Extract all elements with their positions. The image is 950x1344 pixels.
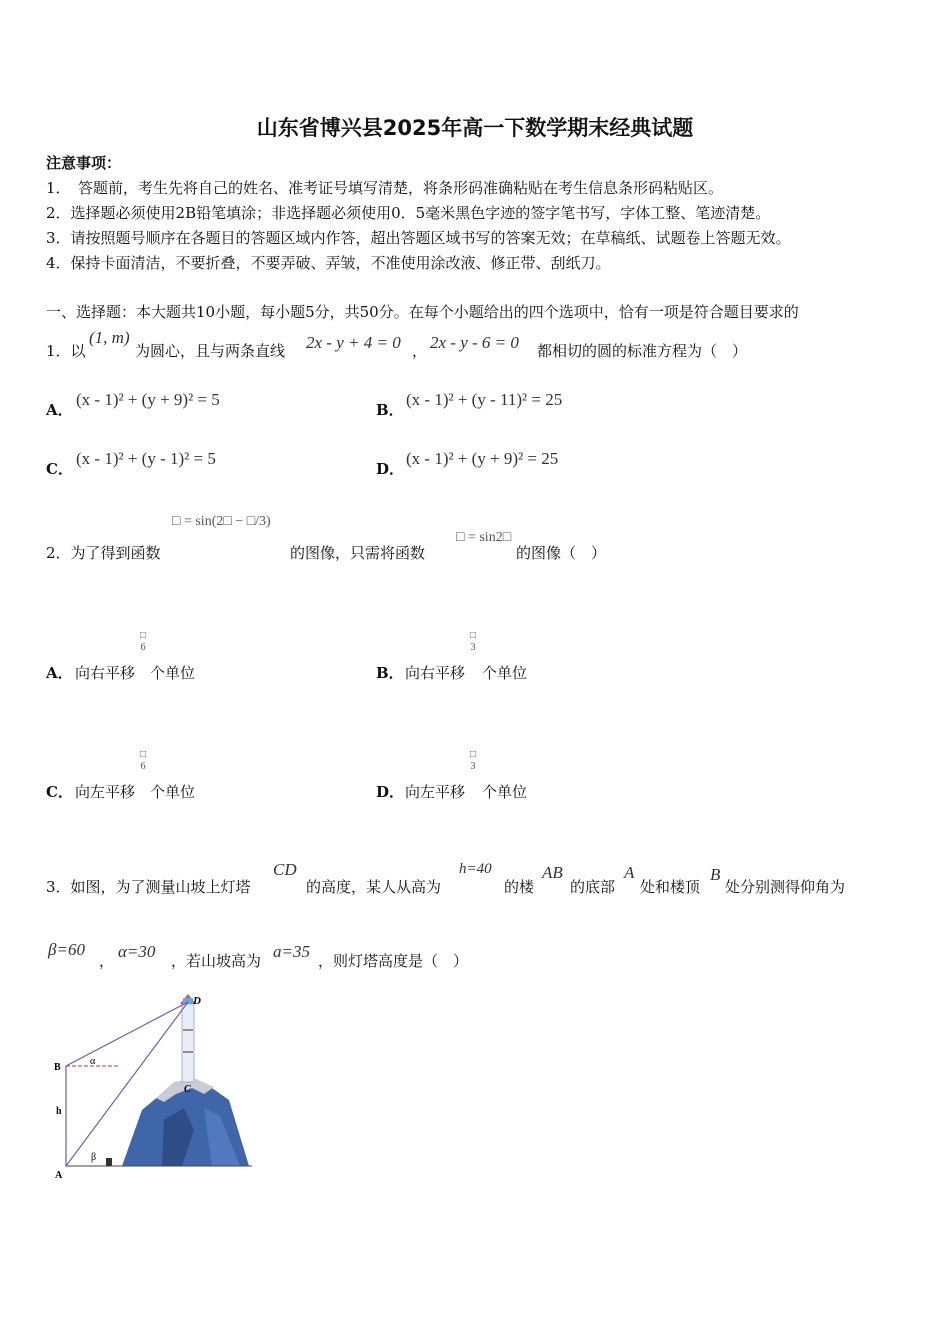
q1-option-label: A． (46, 401, 73, 419)
q1-option-expr: (x - 1)² + (y - 11)² = 25 (406, 390, 563, 409)
q1-line1: 2x - y + 4 = 0 (306, 333, 401, 352)
q3-a: A (624, 863, 635, 882)
q2-text: 的图像，只需将函数 (290, 544, 426, 562)
label-a: A (55, 1170, 63, 1181)
q3-ab: AB (542, 863, 563, 882)
q2-func1: □ = sin(2□ − □/3) (172, 514, 271, 529)
notice-item: 2．选择题必须使用2B铅笔填涂；非选择题必须使用0．5毫米黑色字迹的签字笔书写，字体工整、笔迹清楚。 (46, 204, 771, 222)
q1-option-label: B． (376, 401, 404, 419)
notice-heading: 注意事项： (46, 154, 122, 172)
lighthouse-tower (182, 1004, 194, 1082)
q2-option-text: 向右平移 (405, 664, 466, 682)
q1-option-expr: (x - 1)² + (y + 9)² = 5 (76, 390, 220, 409)
q2-option-fraction: □ 3 (470, 749, 477, 772)
q3-slope: a=35 (273, 942, 310, 961)
q1-option-label: C． (46, 460, 73, 478)
q1-option-expr: (x - 1)² + (y - 1)² = 5 (76, 449, 216, 468)
q3-number: 3．如图，为了测量山坡上灯塔 (46, 878, 251, 896)
q1-line2: 2x - y - 6 = 0 (430, 333, 519, 352)
section-heading: 一、选择题：本大题共10小题，每小题5分，共50分。在每个小题给出的四个选项中，恰有一项是符合题目要求的 (46, 303, 799, 321)
q1-number: 1．以 (46, 342, 86, 360)
q2-option-text: 个单位 (150, 664, 196, 682)
label-alpha: α (90, 1056, 96, 1067)
notice-item: 4．保持卡面清洁，不要折叠，不要弄破、弄皱，不准使用涂改液、修正带、刮纸刀。 (46, 254, 611, 272)
page-title: 山东省博兴县2025年高一下数学期末经典试题 (256, 116, 694, 140)
q2-text2: 的图像（ ） (516, 544, 607, 562)
q2-option-text: 个单位 (482, 783, 528, 801)
q2-func2: □ = sin2□ (456, 530, 512, 545)
q1-option-label: D． (376, 460, 405, 478)
q2-option-fraction: □ 6 (140, 749, 147, 772)
sight-line-bd (66, 1002, 188, 1066)
q3-beta: β=60 (48, 940, 85, 959)
q3-text: ，则灯塔高度是（ ） (318, 952, 469, 970)
q2-option-label: A． (46, 664, 73, 682)
q1-sep: ， (412, 342, 428, 360)
label-beta: β (91, 1152, 97, 1163)
q2-option-text: 向右平移 (75, 664, 136, 682)
lighthouse-figure (44, 990, 264, 1186)
right-angle-mark (106, 1158, 112, 1166)
label-b: B (54, 1062, 61, 1073)
q3-text: 的高度，某人从高为 (306, 878, 442, 896)
lighthouse-lamp (183, 998, 193, 1004)
q3-h: h=40 (459, 861, 492, 877)
notice-item: 1． 答题前，考生先将自己的姓名、准考证号填写清楚，将条形码准确粘贴在考生信息条形码粘贴区。 (46, 179, 724, 197)
q1-text: 为圆心，且与两条直线 (135, 342, 286, 360)
notice-item: 3．请按照题号顺序在各题目的答题区域内作答，超出答题区域书写的答案无效；在草稿纸、试题卷上答题无效。 (46, 229, 791, 247)
q3-comma: ， (99, 952, 115, 970)
q3-alpha: α=30 (118, 942, 156, 961)
q2-option-label: C． (46, 783, 73, 801)
q3-cd: CD (273, 860, 297, 879)
q3-text: 处分别测得仰角为 (725, 878, 846, 896)
q2-option-fraction: □ 3 (470, 630, 477, 653)
q1-center: (1, m) (89, 328, 130, 347)
q1-option-expr: (x - 1)² + (y + 9)² = 25 (406, 449, 559, 468)
q3-text: ，若山坡高为 (171, 952, 262, 970)
q3-text: 的楼 (504, 878, 535, 896)
q1-text2: 都相切的圆的标准方程为（ ） (537, 342, 748, 360)
label-c: C (184, 1084, 191, 1095)
q2-option-text: 个单位 (482, 664, 528, 682)
q3-text: 处和楼顶 (640, 878, 701, 896)
q2-option-text: 向左平移 (405, 783, 466, 801)
q2-number: 2．为了得到函数 (46, 544, 161, 562)
label-d: D (193, 995, 201, 1007)
q2-option-fraction: □ 6 (140, 630, 147, 653)
label-h: h (56, 1106, 62, 1117)
q3-text: 的底部 (570, 878, 616, 896)
q3-b: B (710, 865, 721, 884)
q2-option-text: 向左平移 (75, 783, 136, 801)
q2-option-text: 个单位 (150, 783, 196, 801)
q2-option-label: B． (376, 664, 404, 682)
q2-option-label: D． (376, 783, 405, 801)
